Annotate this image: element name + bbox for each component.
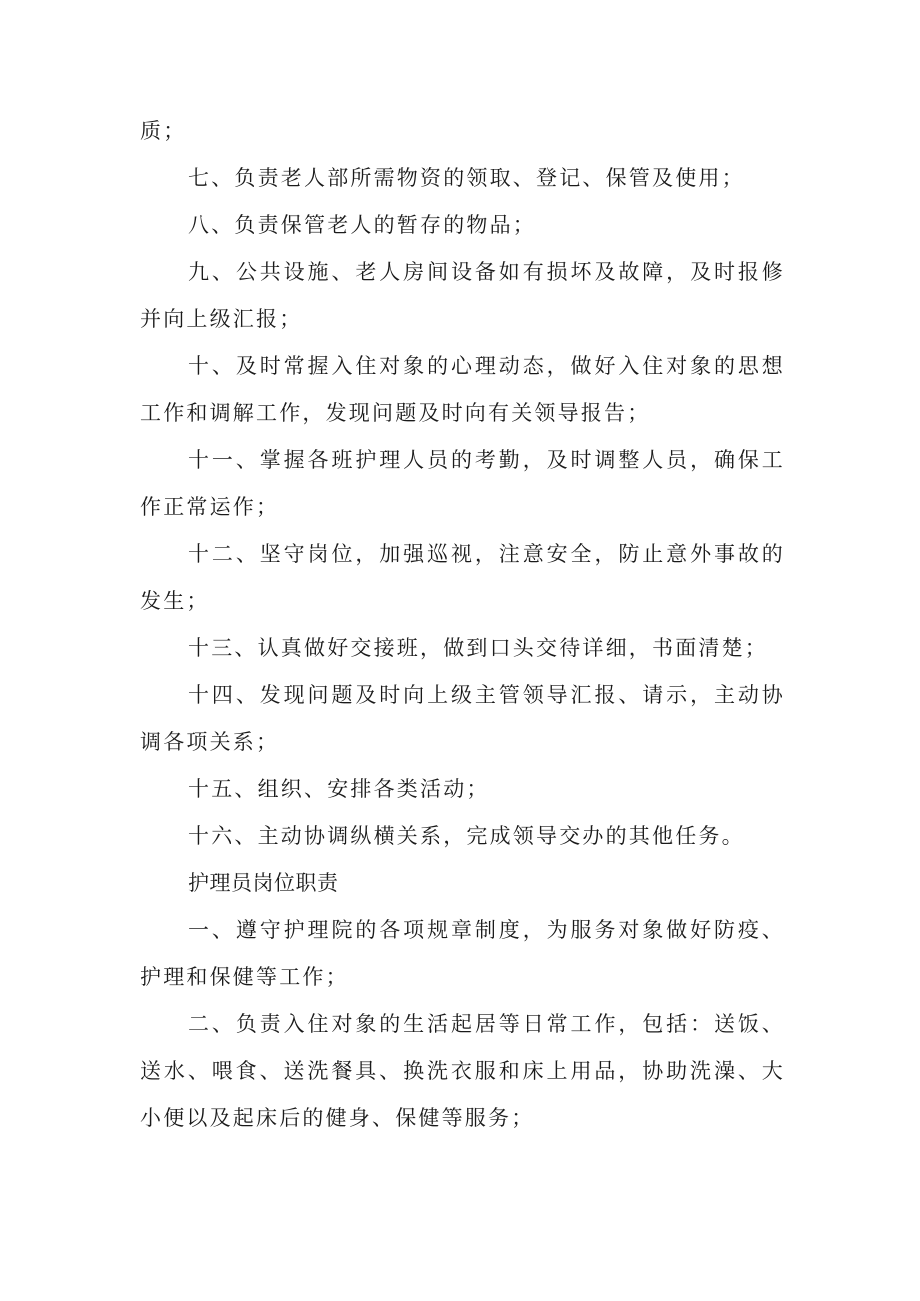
paragraph-item-13: 十三、认真做好交接班，做到口头交待详细，书面清楚；	[188, 636, 768, 660]
paragraph-item-8: 八、负责保管老人的暂存的物品；	[188, 213, 536, 237]
paragraph-duty-2: 二、负责入住对象的生活起居等日常工作，包括：送饭、送水、喂食、送洗餐具、换洗衣服和床上用品，协助洗澡、大小便以及起床后的健身、保健等服务；	[140, 1012, 785, 1130]
paragraph-item-11: 十一、掌握各班护理人员的考勤，及时调整人员，确保工作正常运作；	[140, 448, 785, 519]
paragraph-item-7: 七、负责老人部所需物资的领取、登记、保管及使用；	[188, 166, 745, 190]
paragraph-continuation: 质；	[140, 119, 187, 143]
paragraph-item-16: 十六、主动协调纵横关系，完成领导交办的其他任务。	[188, 824, 745, 848]
paragraph-item-10: 十、及时常握入住对象的心理动态，做好入住对象的思想工作和调解工作，发现问题及时向有关领导报告；	[140, 354, 785, 425]
section-heading: 护理员岗位职责	[188, 871, 339, 895]
paragraph-item-14: 十四、发现问题及时向上级主管领导汇报、请示，主动协调各项关系；	[140, 683, 785, 754]
document-body	[140, 108, 785, 1142]
paragraph-item-9: 九、公共设施、老人房间设备如有损坏及故障，及时报修并向上级汇报；	[140, 260, 785, 331]
paragraph-item-15: 十五、组织、安排各类活动；	[188, 777, 490, 801]
paragraph-item-12: 十二、坚守岗位，加强巡视，注意安全，防止意外事故的发生；	[140, 542, 785, 613]
paragraph-duty-1: 一、遵守护理院的各项规章制度，为服务对象做好防疫、护理和保健等工作；	[140, 918, 785, 989]
